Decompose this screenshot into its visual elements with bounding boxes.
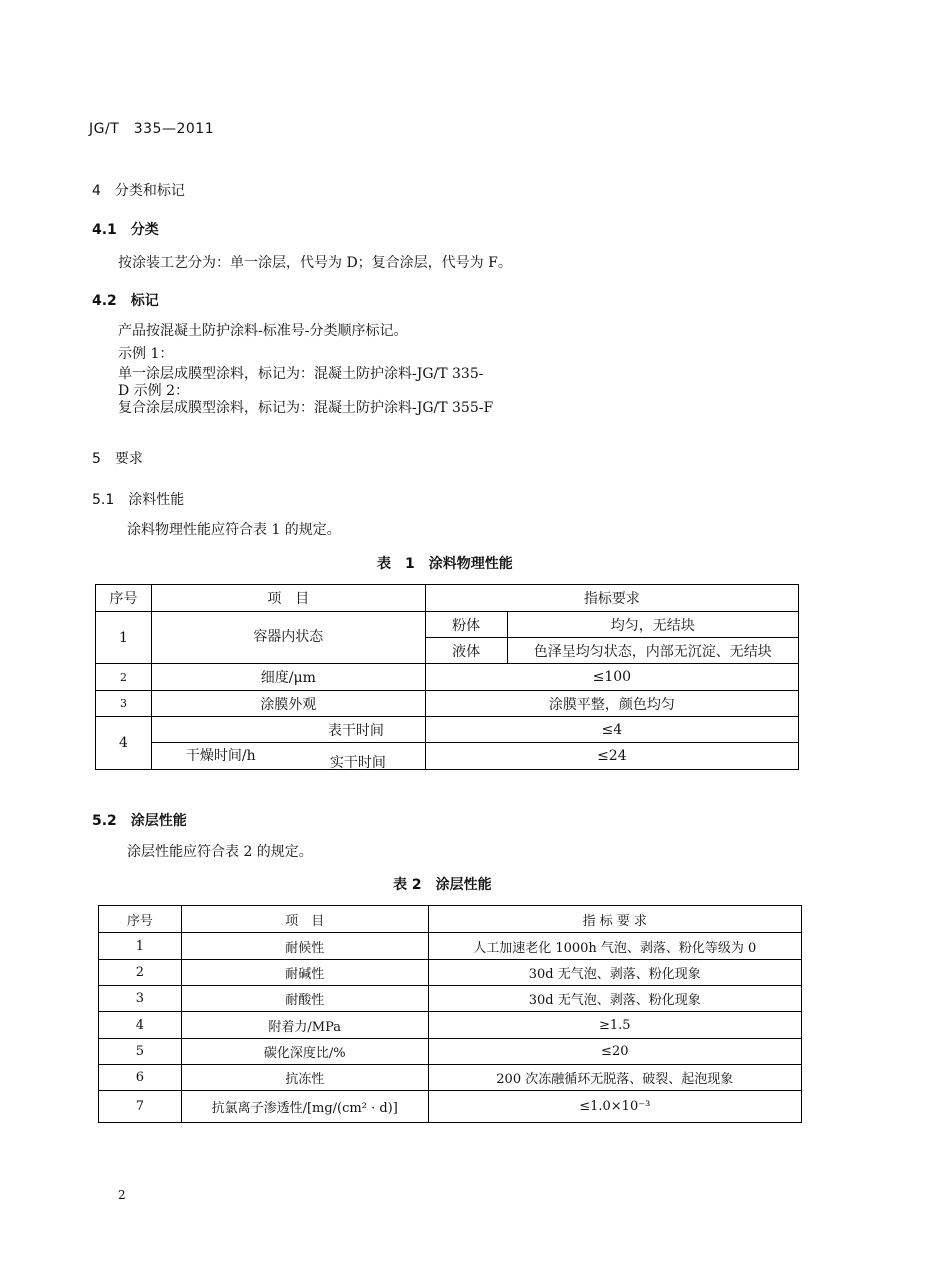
table1-cell-no: 2 <box>96 664 152 691</box>
table-row <box>99 960 802 986</box>
table2-cell-no: 6 <box>99 1065 182 1091</box>
table2-cell-no: 4 <box>99 1012 182 1039</box>
table1-cell-value: ≤4 <box>425 717 798 743</box>
table2-cell-item: 附着力/MPa <box>181 1012 428 1039</box>
table2-cell-requirement: 30d 无气泡、剥落、粉化现象 <box>428 986 801 1012</box>
section-5-title: 5 要求 <box>92 451 143 467</box>
table-row <box>99 1012 802 1039</box>
section-5-2-text: 涂层性能应符合表 2 的规定。 <box>127 844 313 860</box>
table2-header-requirement: 指 标 要 求 <box>428 906 801 933</box>
table1-cell-no: 1 <box>96 612 152 664</box>
table1-cell-value: ≤24 <box>425 743 798 770</box>
table1-cell-no: 4 <box>96 717 152 770</box>
table2-cell-no: 1 <box>99 933 182 960</box>
section-5-1-text: 涂料物理性能应符合表 1 的规定。 <box>127 522 341 538</box>
section-4-2-title: 4.2 标记 <box>92 293 159 309</box>
table-row <box>99 986 802 1012</box>
table-row <box>96 691 799 717</box>
table-row <box>96 664 799 691</box>
section-5-1-title: 5.1 涂料性能 <box>92 492 185 508</box>
table2-cell-requirement: ≤1.0×10⁻³ <box>428 1091 801 1123</box>
table2-header-item: 项 目 <box>181 906 428 933</box>
page-number: 2 <box>118 1188 126 1202</box>
table1-cell-value: 色泽呈均匀状态，内部无沉淀、无结块 <box>507 638 798 664</box>
table2-caption: 表 2 涂层性能 <box>393 877 492 893</box>
table2-cell-item: 碳化深度比/% <box>181 1039 428 1065</box>
table2-cell-item: 耐碱性 <box>181 960 428 986</box>
table2 <box>98 905 802 1123</box>
table1-header-requirement: 指标要求 <box>425 585 798 612</box>
table2-cell-item: 抗氯离子渗透性/[mg/(cm² · d)] <box>181 1091 428 1123</box>
section-4-2-line: 单一涂层成膜型涂料，标记为：混凝土防护涂料-JG/T 335- <box>118 366 484 382</box>
table1-cell-item: 容器内状态 <box>151 612 425 664</box>
section-4-2-line: 产品按混凝土防护涂料-标准号-分类顺序标记。 <box>118 323 408 339</box>
table1-cell-item: 细度/μm <box>151 664 425 691</box>
table1-cell-subitem: 实干时间 <box>329 755 386 771</box>
table2-cell-requirement: 人工加速老化 1000h 气泡、剥落、粉化等级为 0 <box>428 933 801 960</box>
table1-drying-label: 干燥时间/h <box>185 748 256 764</box>
section-4-2-line: 示例 1： <box>118 346 174 362</box>
table2-cell-no: 5 <box>99 1039 182 1065</box>
table-row <box>96 585 799 612</box>
table1-header-no: 序号 <box>96 585 152 612</box>
table2-cell-requirement: 30d 无气泡、剥落、粉化现象 <box>428 960 801 986</box>
table-row <box>96 743 799 770</box>
section-4-1-title: 4.1 分类 <box>92 222 159 238</box>
table-row <box>96 612 799 638</box>
table1-cell-item: 涂膜外观 <box>151 691 425 717</box>
table-row <box>99 1091 802 1123</box>
table1-cell-value: ≤100 <box>425 664 798 691</box>
table1-cell-subitem: 表干时间 <box>151 717 425 743</box>
table1-caption: 表 1 涂料物理性能 <box>377 556 513 572</box>
table1 <box>95 584 799 770</box>
table1-cell-item <box>151 743 425 770</box>
section-4-title: 4 分类和标记 <box>92 183 185 199</box>
table2-cell-item: 抗冻性 <box>181 1065 428 1091</box>
table1-cell-no: 3 <box>96 691 152 717</box>
section-4-1-text: 按涂装工艺分为：单一涂层，代号为 D；复合涂层，代号为 F。 <box>118 255 512 271</box>
table-row <box>96 717 799 743</box>
table2-cell-requirement: ≥1.5 <box>428 1012 801 1039</box>
table-row <box>99 933 802 960</box>
table2-cell-item: 耐候性 <box>181 933 428 960</box>
table2-header-no: 序号 <box>99 906 182 933</box>
section-4-2-line: D 示例 2： <box>118 383 190 399</box>
table1-header-item: 项 目 <box>151 585 425 612</box>
table2-cell-no: 7 <box>99 1091 182 1123</box>
table1-cell-subitem: 液体 <box>425 638 507 664</box>
table2-cell-no: 2 <box>99 960 182 986</box>
table-row <box>99 1039 802 1065</box>
table2-cell-item: 耐酸性 <box>181 986 428 1012</box>
table1-cell-value: 均匀，无结块 <box>507 612 798 638</box>
table1-cell-subitem: 粉体 <box>425 612 507 638</box>
document-header: JG/T 335—2011 <box>89 121 215 137</box>
table1-cell-value: 涂膜平整，颜色均匀 <box>425 691 798 717</box>
table2-cell-requirement: ≤20 <box>428 1039 801 1065</box>
table-row <box>99 1065 802 1091</box>
table2-cell-requirement: 200 次冻融循环无脱落、破裂、起泡现象 <box>428 1065 801 1091</box>
table2-cell-no: 3 <box>99 986 182 1012</box>
table-row <box>99 906 802 933</box>
section-5-2-title: 5.2 涂层性能 <box>92 813 187 829</box>
section-4-2-line: 复合涂层成膜型涂料，标记为：混凝土防护涂料-JG/T 355-F <box>118 400 494 416</box>
